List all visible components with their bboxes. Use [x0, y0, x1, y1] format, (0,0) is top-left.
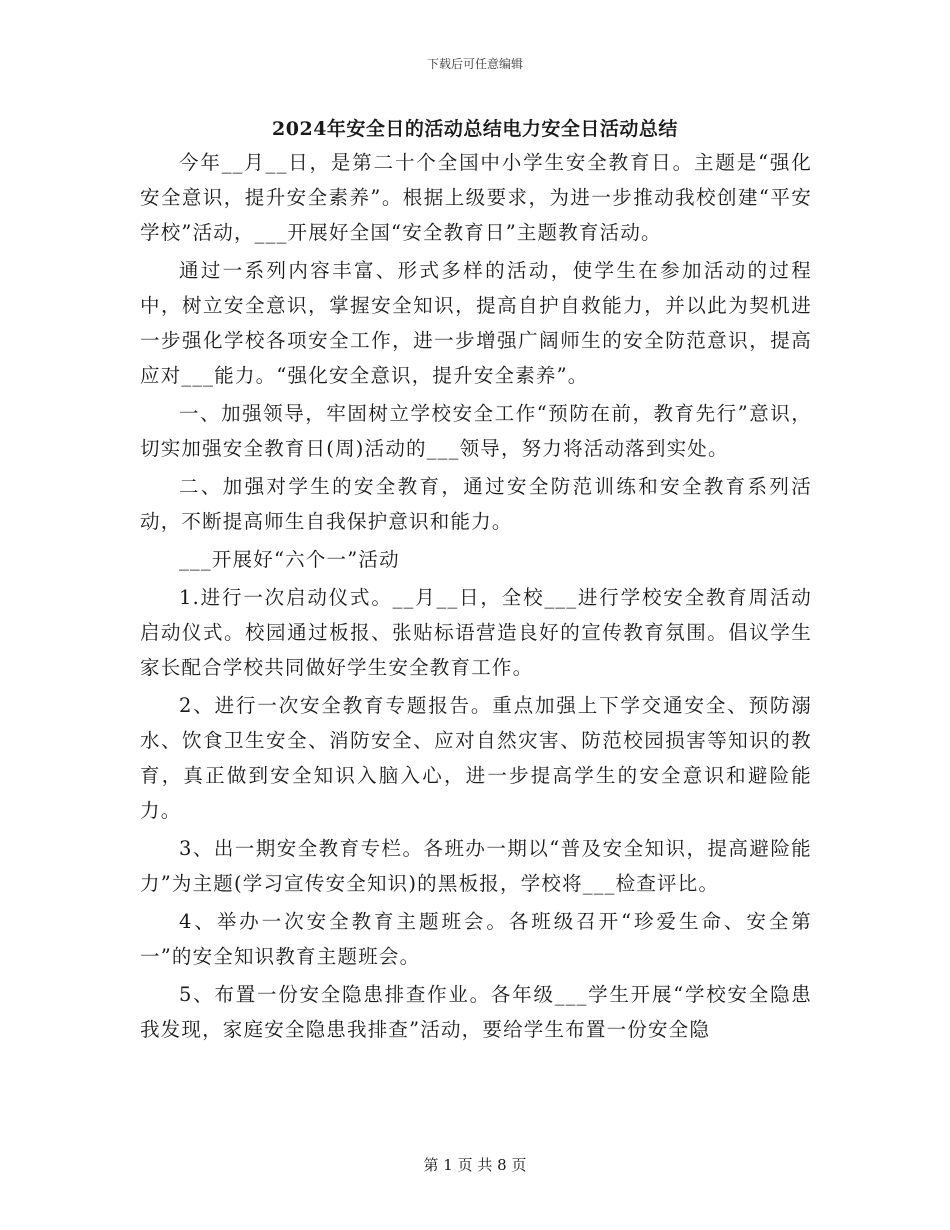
paragraph: 3、出一期安全教育专栏。各班办一期以“普及安全知识，提高避险能力”为主题(学习宣传安全知识)的黑板报，学校将___检查评比。 — [140, 837, 812, 895]
paragraph: 2、进行一次安全教育专题报告。重点加强上下学交通安全、预防溺水、饮食卫生安全、消防安全、应对自然灾害、防范校园损害等知识的教育，真正做到安全知识入脑入心，进一步提高学生的安全意识和避险能力。 — [140, 694, 812, 822]
paragraph: 1.进行一次启动仪式。__月__日，全校___进行学校安全教育周活动启动仪式。校园通过板报、张贴标语营造良好的宣传教育氛围。倡议学生家长配合学校共同做好学生安全教育工作。 — [140, 586, 812, 679]
paragraph: 5、布置一份安全隐患排查作业。各年级___学生开展“学校安全隐患我发现，家庭安全隐患我排查”活动，要给学生布置一份安全隐 — [140, 983, 812, 1041]
header-note: 下载后可任意编辑 — [426, 57, 523, 71]
document-body — [140, 145, 812, 1050]
paragraph: 今年__月__日，是第二十个全国中小学生安全教育日。主题是“强化安全意识，提升安全素养”。根据上级要求，为进一步推动我校创建“平安学校”活动，___开展好全国“安全教育日”主题教育活动。 — [140, 151, 812, 244]
paragraph: 二、加强对学生的安全教育，通过安全防范训练和安全教育系列活动，不断提高师生自我保护意识和能力。 — [140, 475, 812, 533]
document-title: 2024年安全日的活动总结电力安全日活动总结 — [272, 118, 678, 140]
page-number: 第 1 页 共 8 页 — [423, 1156, 527, 1174]
paragraph: ___开展好“六个一”活动 — [179, 548, 400, 571]
paragraph: 通过一系列内容丰富、形式多样的活动，使学生在参加活动的过程中，树立安全意识，掌握安全知识，提高自护自救能力，并以此为契机进一步强化学校各项安全工作，进一步增强广阔师生的安全防范意识，提高应对___能力。“强化安全意识，提升安全素养”。 — [140, 259, 812, 387]
paragraph: 4、举办一次安全教育主题班会。各班级召开“珍爱生命、安全第一”的安全知识教育主题班会。 — [140, 910, 812, 968]
paragraph: 一、加强领导，牢固树立学校安全工作“预防在前，教育先行”意识，切实加强安全教育日(周)活动的___领导，努力将活动落到实处。 — [140, 402, 812, 460]
